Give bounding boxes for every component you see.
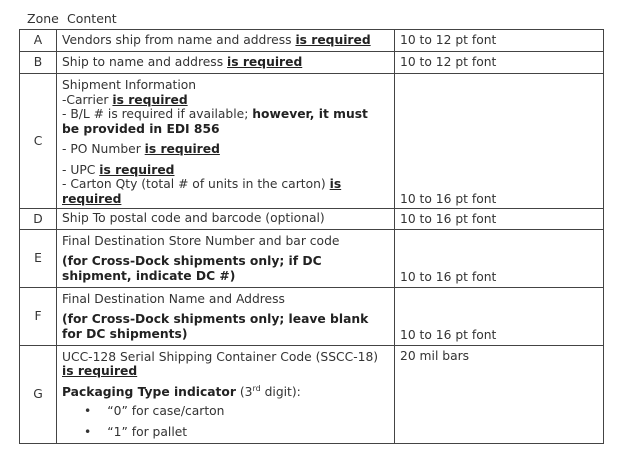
content-column-header: Content [67,11,117,26]
table-row [20,287,604,345]
font-size-cell: 10 to 12 pt font [395,52,604,74]
zone-cell: C [20,74,57,209]
section-title: Final Destination Name and Address [62,291,285,306]
packaging-type-line: Packaging Type indicator (3rd digit): [62,383,301,399]
zone-column-header: Zone [27,11,59,26]
required-text: is required [227,55,303,69]
edi-note: however, it must be provided in EDI 856 [62,107,368,136]
zone-cell: B [20,52,57,74]
upc-line: - UPC is required [62,162,175,177]
required-text: is required [144,142,220,156]
list-item: • “1” for pallet [84,424,188,439]
content-text: Ship to name and address [62,55,224,69]
list-item: • “0” for case/carton [84,404,225,418]
table-row [20,74,604,209]
bullet-icon: • [84,424,92,439]
required-text: is required [99,162,175,177]
required-text: is required [62,364,138,378]
table-row [20,52,604,74]
po-line: - PO Number is required [62,142,220,156]
section-title: Final Destination Store Number and bar code [62,233,340,248]
table-row [20,345,604,443]
font-size-cell: 10 to 16 pt font [395,209,604,230]
cross-dock-note: (for Cross-Dock shipments only; leave blank for DC shipments) [62,312,369,341]
zone-cell: A [20,30,57,52]
content-cell [57,345,395,443]
label-zone-table [19,29,604,444]
table-row [20,229,604,287]
table-row [20,209,604,230]
required-text: is required [112,92,188,107]
section-title: Shipment Information [62,78,197,92]
font-size-cell: 10 to 16 pt font [395,74,604,209]
carton-line: - Carton Qty (total # of units in the carton) is required [62,177,342,206]
zone-cell: E [20,229,57,287]
sscc-line: UCC-128 Serial Shipping Container Code (SSCC-18) is required [62,349,379,378]
carrier-line: -Carrier is required [62,92,188,107]
content-cell [57,74,395,209]
cross-dock-note: (for Cross-Dock shipments only; if DC shipment, indicate DC #) [62,254,322,283]
zone-cell: D [20,209,57,230]
content-cell [57,229,395,287]
font-size-cell: 10 to 16 pt font [395,287,604,345]
bl-line: - B/L # is required if available; however, it must be provided in EDI 856 [62,107,368,136]
zone-cell: F [20,287,57,345]
content-cell [57,30,395,52]
font-size-cell: 10 to 16 pt font [395,229,604,287]
content-cell [57,52,395,74]
required-text: is required [295,33,371,47]
content-text: Vendors ship from name and address [62,33,292,47]
font-size-cell: 10 to 12 pt font [395,30,604,52]
bullet-icon: • [84,404,92,418]
content-cell [57,287,395,345]
required-text: is required [62,177,342,206]
table-row [20,30,604,52]
spec-cell: 20 mil bars [395,345,604,443]
content-cell: Ship To postal code and barcode (optional) [57,209,395,230]
zone-cell: G [20,345,57,443]
